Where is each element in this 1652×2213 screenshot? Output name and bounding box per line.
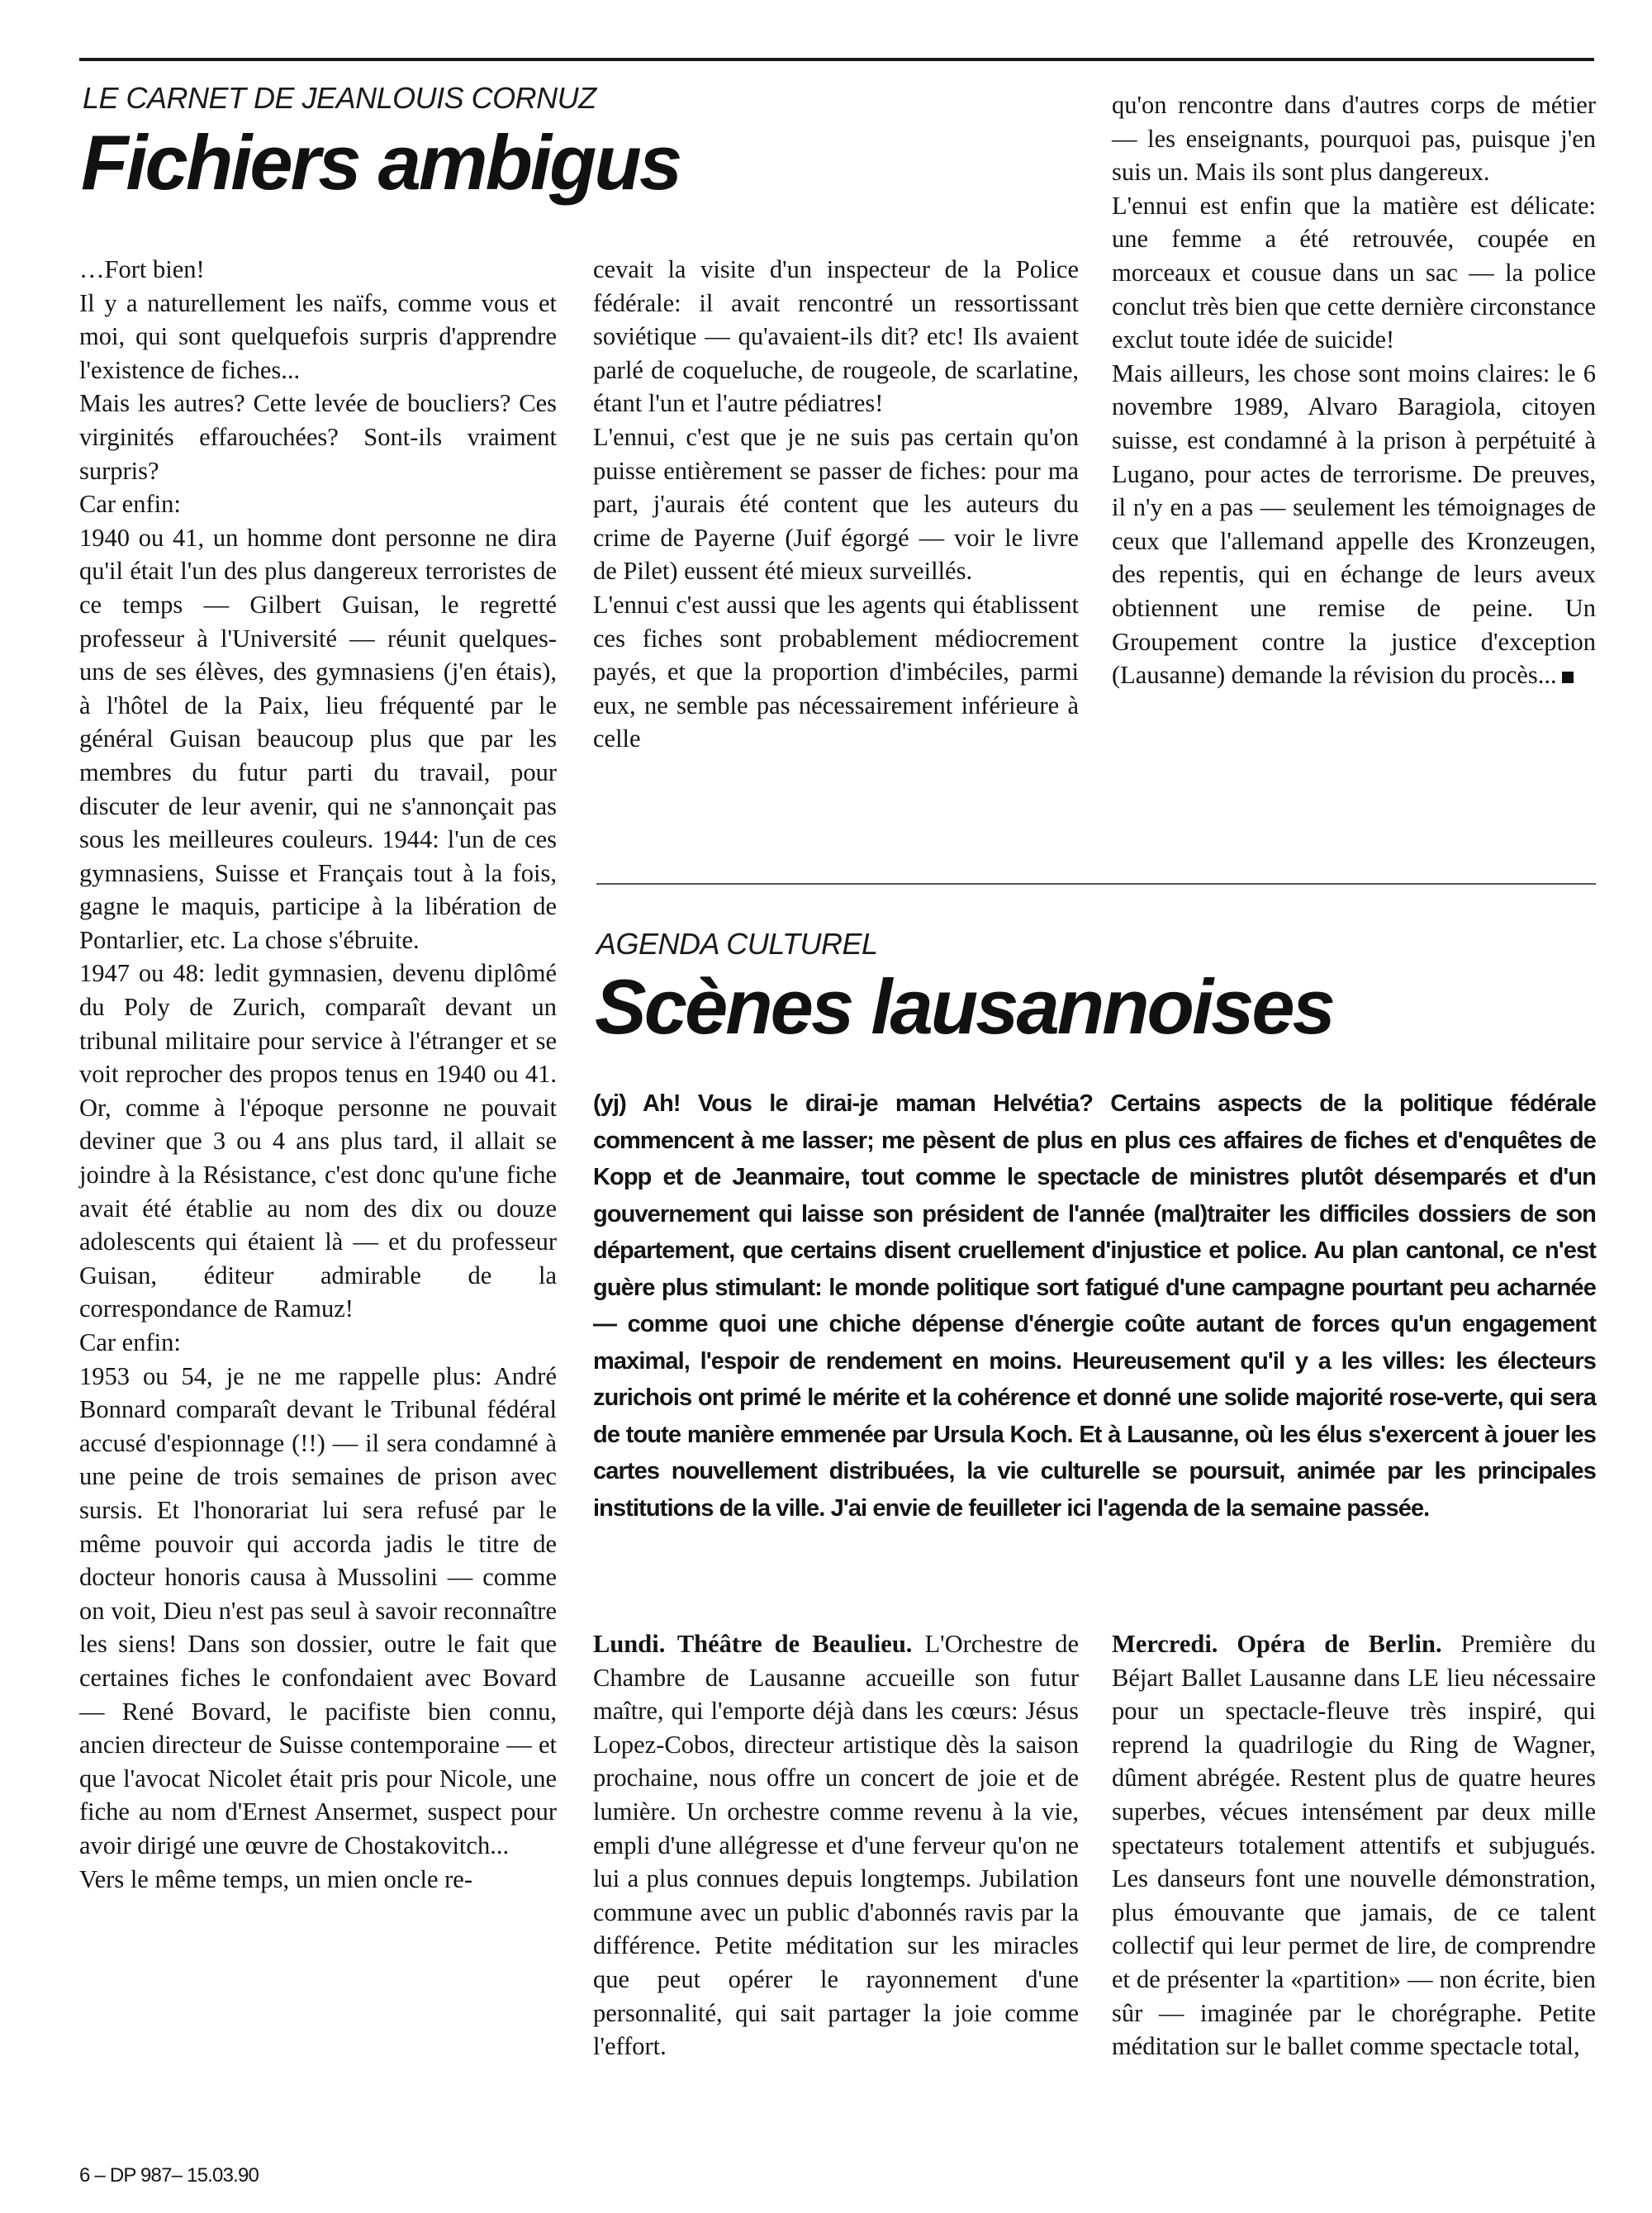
paragraph: Il y a naturellement les naïfs, comme vous et moi, qui sont quelquefois surpris d'apprendre l'existence de fiches... bbox=[79, 288, 557, 384]
carnet-kicker: LE CARNET DE JEANLOUIS CORNUZ bbox=[83, 81, 596, 115]
carnet-column-3 bbox=[1112, 88, 1596, 692]
paragraph: 1940 ou 41, un homme dont personne ne dira qu'il était l'un des plus dangereux terroristes de ce temps — Gilbert Guisan, le regretté professeur à l'Université — réunit quelques-uns de ses élèves, des gymnasiens (j'en étais), à l'hôtel de la Paix, lieu fréquenté par le général Guisan beaucoup plus que par les membres du futur parti du travail, pour discuter de leur avenir, qui ne s'annonçait pas sous les meilleures couleurs. 1944: l'un de ces gymnasiens, Suisse et Français tout à la fois, gagne le maquis, participe à la libération de Pontarlier, etc. La chose s'ébruite. bbox=[79, 523, 557, 954]
entry-text: Première du Béjart Ballet Lausanne dans LE lieu nécessaire pour un spectacle-fleuve très inspiré, qui reprend la quadrilogie du Ring de Wagner, dûment abrégée. Restent plus de quatre heures superbes, vécues intensément par deux mille spectateurs totalement attentifs et subjugués. Les danseurs font une nouvelle démonstration, plus émouvante que jamais, de ce talent collectif qui leur permet de lire, de comprendre et de présenter la «partition» — non écrite, bien sûr — imaginée par le chorégraphe. Petite méditation sur le ballet comme spectacle total, bbox=[1112, 1630, 1597, 2061]
carnet-column-2 bbox=[593, 253, 1079, 756]
entry-text: L'Orchestre de Chambre de Lausanne accueille son futur maître, qui l'emporte déjà dans les cœurs: Jésus Lopez-Cobos, directeur artistique dès la saison prochaine, nous offre un concert de joie et de lumière. Un orchestre comme revenu à la vie, empli d'une allégresse et d'une ferveur qu'on ne lui a plus connues depuis longtemps. Jubilation commune avec un public d'abonnés ravis par la différence. Petite méditation sur les miracles que peut opérer le rayonnement d'une personnalité, qui sait partager la joie comme l'effort. bbox=[593, 1630, 1079, 2061]
agenda-column-lundi bbox=[593, 1627, 1079, 2063]
end-mark-icon bbox=[1562, 672, 1574, 683]
paragraph: L'ennui c'est aussi que les agents qui établissent ces fiches sont probablement médiocrement payés, et que la proportion d'imbéciles, parmi eux, ne semble pas nécessairement inférieure à celle bbox=[593, 590, 1079, 753]
agenda-lead: (yj) Ah! Vous le dirai-je maman Helvétia? Certains aspects de la politique fédérale commencent à me lasser; me pèsent de plus en plus ces affaires de fiches et d'enquêtes de Kopp et de Jeanmaire, tout comme le spectacle de ministres plutôt désemparés et d'un gouvernement qui laisse son président de l'année (mal)traiter les difficiles dossiers de son département, que certains disent cruellement d'injustice et police. Au plan cantonal, ce n'est guère plus stimulant: le monde politique sort fatigué d'une campagne pourtant peu acharnée — comme quoi une chiche dépense d'énergie coûte autant de forces qu'un engagement maximal, l'espoir de rendement en moins. Heureusement qu'il y a les villes: les électeurs zurichois ont primé le mérite et la cohérence et donné une solide majorité rose-verte, qui sera de toute manière emmenée par Ursula Koch. Et à Lausanne, où les élus s'exercent à jouer les cartes nouvellement distribuées, la vie culturelle se poursuit, animée par les principales institutions de la ville. J'ai envie de feuilleter ici l'agenda de la semaine passée. bbox=[593, 1090, 1596, 1522]
paragraph: L'ennui, c'est que je ne suis pas certain qu'on puisse entièrement se passer de fiches: pour ma part, j'aurais été content que les auteurs du crime de Payerne (Juif égorgé — voir le livre de Pilet) eussent été mieux surveillés. bbox=[593, 422, 1079, 586]
paragraph: Mais les autres? Cette levée de boucliers? Ces virginités effarouchées? Sont-ils vraiment surpris? bbox=[79, 389, 557, 485]
paragraph: cevait la visite d'un inspecteur de la Police fédérale: il avait rencontré un ressortissant soviétique — qu'avaient-ils dit? etc! Ils avaient parlé de coqueluche, de rougeole, de scarlatine, étant l'un et l'autre pédiatres! bbox=[593, 255, 1079, 418]
page-folio: 6 – DP 987– 15.03.90 bbox=[79, 2164, 259, 2187]
carnet-column-1 bbox=[79, 253, 557, 1896]
agenda-title: Scènes lausannoises bbox=[595, 963, 1333, 1050]
paragraph: 1947 ou 48: ledit gymnasien, devenu diplômé du Poly de Zurich, comparaît devant un tribunal militaire pour service à l'étranger et se voit reprocher des propos tenus en 1940 ou 41. Or, comme à l'époque personne ne pouvait deviner que 3 ou 4 ans plus tard, il allait se joindre à la Résistance, c'est donc qu'une fiche avait été établie au nom des dix ou douze adolescents qui étaient là — et du professeur Guisan, éditeur admirable de la correspondance de Ramuz! bbox=[79, 959, 557, 1323]
paragraph bbox=[1112, 357, 1596, 692]
paragraph: Vers le même temps, un mien oncle re- bbox=[79, 1864, 472, 1893]
section-divider bbox=[596, 883, 1596, 885]
paragraph: Car enfin: bbox=[79, 490, 181, 519]
agenda-column-mercredi bbox=[1112, 1627, 1596, 2063]
paragraph: Car enfin: bbox=[79, 1328, 181, 1356]
paragraph: 1953 ou 54, je ne me rappelle plus: André Bonnard comparaît devant le Tribunal fédéral accusé d'espionnage (!!) — il sera condamné à une peine de trois semaines de prison avec sursis. Et l'honorariat lui sera refusé par le même pouvoir qui accorda jadis le titre de docteur honoris causa à Mussolini — comme on voit, Dieu n'est pas seul à savoir reconnaître les siens! Dans son dossier, outre le fait que certaines fiches le confondaient avec Bovard — René Bovard, le pacifiste bien connu, ancien directeur de Suisse contemporaine — et que l'avocat Nicolet était pris pour Nicole, une fiche au nom d'Ernest Ansermet, suspect pour avoir dirigé une œuvre de Chostakovitch... bbox=[79, 1361, 557, 1859]
paragraph-text: Mais ailleurs, les chose sont moins claires: le 6 novembre 1989, Alvaro Baragiola, citoyen suisse, est condamné à la prison à perpétuité à Lugano, pour actes de terrorisme. De preuves, il n'y en a pas — seulement les témoignages de ceux que l'allemand appelle des Kronzeugen, des repentis, qui en échange de leurs aveux obtiennent une remise de peine. Un Groupement contre la justice d'exception (Lausanne) demande la révision du procès... bbox=[1112, 359, 1596, 690]
paragraph: L'ennui est enfin que la matière est délicate: une femme a été retrouvée, coupée en morceaux et cousue dans un sac — la police conclut très bien que cette dernière circonstance exclut toute idée de suicide! bbox=[1112, 191, 1596, 354]
paragraph: qu'on rencontre dans d'autres corps de métier — les enseignants, pourquoi pas, puisque j'en suis un. Mais ils sont plus dangereux. bbox=[1112, 91, 1596, 187]
entry-heading: Mercredi. Opéra de Berlin. bbox=[1112, 1630, 1442, 1658]
entry-heading: Lundi. Théâtre de Beaulieu. bbox=[593, 1630, 913, 1658]
agenda-kicker: AGENDA CULTUREL bbox=[596, 927, 878, 961]
carnet-title: Fichiers ambigus bbox=[81, 119, 681, 206]
top-rule bbox=[79, 58, 1594, 61]
paragraph: …Fort bien! bbox=[79, 255, 205, 283]
